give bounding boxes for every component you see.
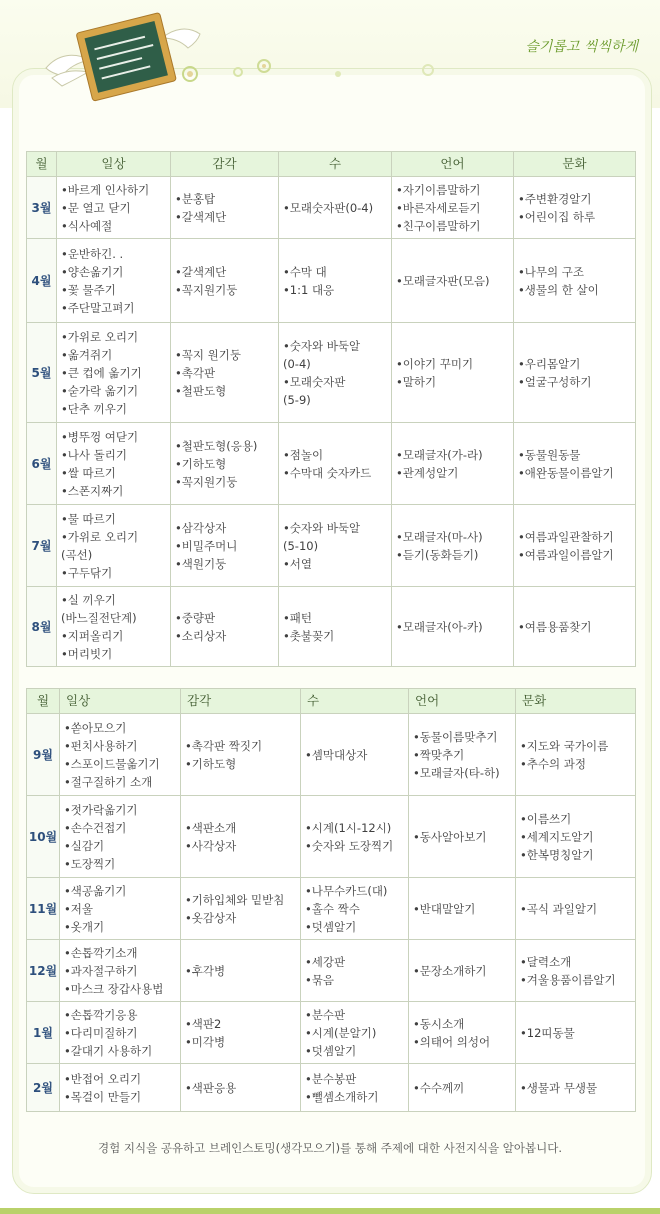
activity-cell	[60, 714, 181, 796]
activity-cell	[516, 1064, 636, 1112]
activity-item: •동물이름맞추기	[413, 729, 498, 744]
activity-cell	[409, 878, 516, 940]
page-header	[0, 0, 660, 110]
activity-item: •과자절구하기	[64, 963, 138, 978]
month-cell: 11월	[27, 878, 60, 940]
activity-cell	[301, 1002, 409, 1064]
table-row	[27, 323, 636, 423]
activity-cell	[181, 1064, 301, 1112]
activity-item: •머리빗기	[61, 646, 113, 661]
activity-cell	[409, 714, 516, 796]
table-row	[27, 505, 636, 587]
month-cell: 5월	[27, 323, 57, 423]
activity-cell	[60, 1064, 181, 1112]
table-row	[27, 239, 636, 323]
activity-cell	[409, 1002, 516, 1064]
activity-item: •꼭지원기둥	[175, 282, 238, 297]
table-row	[27, 1064, 636, 1112]
activity-item: (5-9)	[283, 392, 311, 407]
month-cell: 4월	[27, 239, 57, 323]
activity-item: (5-10)	[283, 538, 319, 553]
activity-item: •지퍼올리기	[61, 628, 124, 643]
activity-item: •색공옮기기	[64, 883, 127, 898]
activity-item: •목걸이 만들기	[64, 1089, 142, 1104]
activity-cell	[181, 796, 301, 878]
activity-item: •쌀 따르기	[61, 465, 116, 480]
activity-item: •갈대기 사용하기	[64, 1043, 153, 1058]
activity-item: •세계지도알기	[520, 829, 594, 844]
month-cell: 1월	[27, 1002, 60, 1064]
activity-cell	[279, 423, 392, 505]
activity-item: •모래글자(타-하)	[413, 765, 500, 780]
activity-cell	[514, 177, 636, 239]
activity-item: •생물의 한 살이	[518, 282, 599, 297]
activity-cell	[57, 505, 171, 587]
table-row	[27, 940, 636, 1002]
activity-item: •수수께끼	[413, 1080, 465, 1095]
activity-item: •문 열고 닫기	[61, 200, 131, 215]
activity-item: •모래글자(가-라)	[396, 447, 483, 462]
activity-item: •반대말알기	[413, 901, 476, 916]
activity-item: •주단말고펴기	[61, 300, 135, 315]
activity-item: •모래숫자판(0-4)	[283, 200, 374, 215]
activity-cell	[392, 239, 514, 323]
activity-item: •말하기	[396, 374, 437, 389]
activity-item: •중량판	[175, 610, 216, 625]
table-header-row	[27, 689, 636, 714]
month-cell: 9월	[27, 714, 60, 796]
activity-item: •모래글자판(모음)	[396, 273, 490, 288]
activity-item: •덧셈알기	[305, 1043, 357, 1058]
activity-item: •다리미질하기	[64, 1025, 138, 1040]
activity-cell	[57, 323, 171, 423]
activity-item: •셈막대상자	[305, 747, 368, 762]
activity-cell	[409, 796, 516, 878]
activity-item: •실감기	[64, 838, 105, 853]
activity-item: •나사 돌리기	[61, 447, 127, 462]
activity-item: •가위로 오리기	[61, 529, 139, 544]
activity-item: •식사예절	[61, 218, 113, 233]
activity-cell	[279, 177, 392, 239]
activity-item: •색판2	[185, 1016, 222, 1031]
activity-cell	[171, 505, 279, 587]
col-header-month: 월	[27, 152, 57, 177]
table-row	[27, 1002, 636, 1064]
activity-item: •추수의 과정	[520, 756, 586, 771]
activity-item: •여름과일관찰하기	[518, 529, 614, 544]
col-header-language: 언어	[392, 152, 514, 177]
activity-item: •숫자와 바둑알	[283, 520, 361, 535]
activity-cell	[514, 587, 636, 667]
activity-item: •문장소개하기	[413, 963, 487, 978]
chalkboard-logo-icon	[38, 8, 208, 108]
activity-item: •동물원동물	[518, 447, 581, 462]
activity-item: •여름과일이름알기	[518, 547, 614, 562]
activity-cell	[60, 1002, 181, 1064]
col-header-daily-life: 일상	[57, 152, 171, 177]
activity-item: •한복명칭알기	[520, 847, 594, 862]
table-row	[27, 177, 636, 239]
activity-item: •바르게 인사하기	[61, 182, 150, 197]
activity-item: •의태어 의성어	[413, 1034, 491, 1049]
activity-item: •동사알아보기	[413, 829, 487, 844]
activity-item: •숫자와 도장찍기	[305, 838, 394, 853]
activity-item: •기하입체와 밑받침	[185, 892, 285, 907]
activity-item: •분홍탑	[175, 191, 216, 206]
activity-cell	[171, 239, 279, 323]
activity-item: •세강판	[305, 954, 346, 969]
activity-item: •숫자와 바둑알	[283, 338, 361, 353]
activity-cell	[171, 323, 279, 423]
activity-cell	[392, 587, 514, 667]
month-cell: 7월	[27, 505, 57, 587]
activity-item: •옷개기	[64, 919, 105, 934]
activity-item: •우리몸알기	[518, 356, 581, 371]
activity-item: •젓가락옮기기	[64, 802, 138, 817]
bottom-divider	[0, 1208, 660, 1214]
activity-item: •구두닦기	[61, 565, 113, 580]
activity-item: •저울	[64, 901, 94, 916]
curriculum-table-spring-summer	[26, 151, 636, 667]
activity-item: •후각병	[185, 963, 226, 978]
activity-item: •기하도형	[185, 756, 237, 771]
activity-item: •사각상자	[185, 838, 237, 853]
col-header-sensorial: 감각	[171, 152, 279, 177]
activity-item: •동시소개	[413, 1016, 465, 1031]
activity-item: •분수봉판	[305, 1071, 357, 1086]
activity-cell	[409, 1064, 516, 1112]
activity-cell	[279, 323, 392, 423]
activity-item: •물 따르기	[61, 511, 116, 526]
activity-cell	[60, 796, 181, 878]
col-header-language: 언어	[409, 689, 516, 714]
activity-cell	[181, 940, 301, 1002]
activity-cell	[181, 714, 301, 796]
activity-item: •듣기(동화듣기)	[396, 547, 479, 562]
activity-cell	[392, 423, 514, 505]
activity-item: •갈색계단	[175, 264, 227, 279]
activity-item: •모래글자(마-사)	[396, 529, 483, 544]
col-header-math: 수	[279, 152, 392, 177]
activity-item: •실 끼우기	[61, 592, 116, 607]
activity-item: •여름용품찾기	[518, 619, 592, 634]
decorative-dots-icon	[228, 56, 488, 86]
activity-item: •바른자세로듣기	[396, 200, 481, 215]
activity-item: •반접어 오리기	[64, 1071, 142, 1086]
activity-item: •절구질하기 소개	[64, 774, 153, 789]
activity-item: •큰 컵에 옮기기	[61, 365, 142, 380]
col-header-sensorial: 감각	[181, 689, 301, 714]
activity-cell	[392, 505, 514, 587]
activity-cell	[57, 587, 171, 667]
activity-cell	[279, 505, 392, 587]
activity-item: •패턴	[283, 610, 313, 625]
activity-item: •서열	[283, 556, 313, 571]
activity-item: •촉각판 짝짓기	[185, 738, 263, 753]
activity-item: •손톱깍기소개	[64, 945, 138, 960]
activity-item: •12띠동물	[520, 1025, 575, 1040]
activity-item: •나무의 구조	[518, 264, 584, 279]
activity-cell	[171, 177, 279, 239]
activity-item: •병뚜껑 여닫기	[61, 429, 139, 444]
activity-item: •관계성알기	[396, 465, 459, 480]
activity-cell	[301, 1064, 409, 1112]
month-cell: 8월	[27, 587, 57, 667]
activity-cell	[279, 239, 392, 323]
activity-item: •양손옮기기	[61, 264, 124, 279]
activity-item: •주변환경알기	[518, 191, 592, 206]
activity-item: •꽃 물주기	[61, 282, 116, 297]
activity-item: •가위로 오리기	[61, 329, 139, 344]
activity-cell	[392, 323, 514, 423]
activity-item: •애완동물이름알기	[518, 465, 614, 480]
activity-cell	[516, 940, 636, 1002]
activity-item: •수막 대	[283, 264, 327, 279]
curriculum-table-fall-winter	[26, 688, 636, 1112]
activity-item: •생물과 무생물	[520, 1080, 598, 1095]
activity-item: •얼굴구성하기	[518, 374, 592, 389]
activity-cell	[301, 940, 409, 1002]
month-cell: 2월	[27, 1064, 60, 1112]
activity-item: •촛불꽂기	[283, 628, 335, 643]
table-row	[27, 878, 636, 940]
activity-cell	[181, 878, 301, 940]
activity-item: •짝맞추기	[413, 747, 465, 762]
activity-item: •이름쓰기	[520, 811, 572, 826]
activity-item: •묶음	[305, 972, 335, 987]
activity-cell	[301, 796, 409, 878]
activity-item: •쏟아모으기	[64, 720, 127, 735]
table-row	[27, 714, 636, 796]
footer-note: 경험 지식을 공유하고 브레인스토밍(생각모으기)를 통해 주제에 대한 사전지식을 알아봅니다.	[97, 1141, 562, 1155]
activity-item: •겨울용품이름알기	[520, 972, 616, 987]
col-header-math: 수	[301, 689, 409, 714]
activity-cell	[60, 940, 181, 1002]
activity-item: •모래숫자판	[283, 374, 346, 389]
activity-item: •삼각상자	[175, 520, 227, 535]
activity-cell	[516, 714, 636, 796]
activity-item: •철판도형	[175, 383, 227, 398]
activity-cell	[514, 239, 636, 323]
table-row	[27, 587, 636, 667]
activity-item: •점놀이	[283, 447, 324, 462]
activity-item: •색판응용	[185, 1080, 237, 1095]
activity-item: •색판소개	[185, 820, 237, 835]
activity-item: •친구이름말하기	[396, 218, 481, 233]
activity-item: •곡식 과일알기	[520, 901, 598, 916]
activity-cell	[409, 940, 516, 1002]
activity-item: •뺄셈소개하기	[305, 1089, 379, 1104]
activity-item: •마스크 장갑사용법	[64, 981, 164, 996]
activity-item: •운반하긴. .	[61, 246, 124, 261]
activity-item: •시계(분알기)	[305, 1025, 377, 1040]
activity-item: •스포이드물옮기기	[64, 756, 160, 771]
activity-item: •꼭지원기둥	[175, 474, 238, 489]
activity-cell	[57, 423, 171, 505]
activity-item: •모래글자(아-카)	[396, 619, 483, 634]
activity-item: •비밀주머니	[175, 538, 238, 553]
activity-item: •색원기둥	[175, 556, 227, 571]
activity-item: •손수건접기	[64, 820, 127, 835]
activity-item: •단추 끼우기	[61, 401, 127, 416]
activity-item: (0-4)	[283, 356, 311, 371]
activity-item: •스폰지짜기	[61, 483, 124, 498]
activity-item: •소리상자	[175, 628, 227, 643]
month-cell: 3월	[27, 177, 57, 239]
activity-item: •손톱깍기응용	[64, 1007, 138, 1022]
activity-cell	[516, 796, 636, 878]
col-header-daily-life: 일상	[60, 689, 181, 714]
activity-item: •옮겨쥐기	[61, 347, 113, 362]
activity-item: •기하도형	[175, 456, 227, 471]
activity-cell	[514, 423, 636, 505]
col-header-month: 월	[27, 689, 60, 714]
activity-item: •수막대 숫자카드	[283, 465, 372, 480]
activity-cell	[57, 239, 171, 323]
activity-item: •어린이집 하루	[518, 209, 596, 224]
activity-item: •숟가락 옮기기	[61, 383, 139, 398]
activity-item: •홀수 짝수	[305, 901, 360, 916]
slogan-text: 슬기롭고 씩씩하게	[525, 39, 638, 55]
activity-item: •덧셈알기	[305, 919, 357, 934]
activity-cell	[171, 423, 279, 505]
activity-item: •철판도형(응용)	[175, 438, 258, 453]
month-cell: 12월	[27, 940, 60, 1002]
activity-cell	[392, 177, 514, 239]
activity-item: •나무수카드(대)	[305, 883, 388, 898]
activity-item: •갈색계단	[175, 209, 227, 224]
activity-item: •미각병	[185, 1034, 226, 1049]
activity-item: •달력소개	[520, 954, 572, 969]
activity-cell	[171, 587, 279, 667]
activity-item: •도장찍기	[64, 856, 116, 871]
activity-item: •펀치사용하기	[64, 738, 138, 753]
activity-item: •꼭지 원기둥	[175, 347, 241, 362]
activity-item: •1:1 대응	[283, 282, 335, 297]
table-row	[27, 796, 636, 878]
activity-cell	[514, 323, 636, 423]
col-header-culture: 문화	[516, 689, 636, 714]
activity-cell	[301, 878, 409, 940]
activity-item: •자기이름말하기	[396, 182, 481, 197]
activity-item: (곡선)	[61, 547, 93, 562]
activity-item: •시계(1시-12시)	[305, 820, 392, 835]
table-header-row	[27, 152, 636, 177]
activity-cell	[514, 505, 636, 587]
col-header-culture: 문화	[514, 152, 636, 177]
activity-cell	[57, 177, 171, 239]
activity-item: •촉각판	[175, 365, 216, 380]
month-cell: 6월	[27, 423, 57, 505]
activity-item: •이야기 꾸미기	[396, 356, 474, 371]
table-row	[27, 423, 636, 505]
activity-item: •분수판	[305, 1007, 346, 1022]
activity-item: (바느질전단계)	[61, 610, 137, 625]
activity-cell	[516, 1002, 636, 1064]
month-cell: 10월	[27, 796, 60, 878]
activity-cell	[181, 1002, 301, 1064]
activity-cell	[279, 587, 392, 667]
activity-cell	[301, 714, 409, 796]
activity-cell	[60, 878, 181, 940]
activity-cell	[516, 878, 636, 940]
activity-item: •옷감상자	[185, 910, 237, 925]
activity-item: •지도와 국가이름	[520, 738, 609, 753]
